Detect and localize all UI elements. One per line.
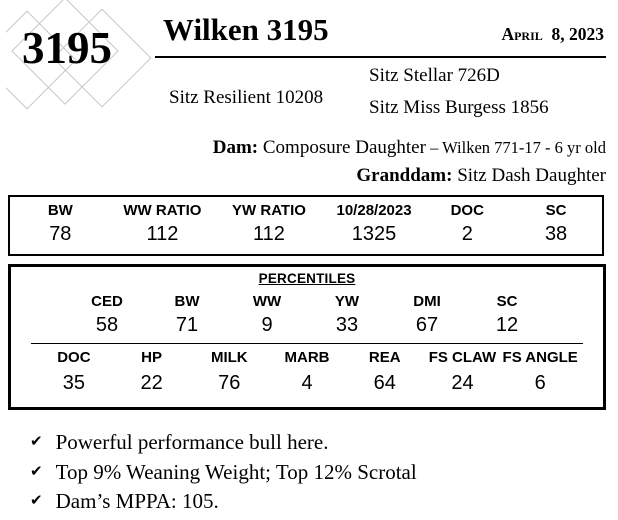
stat-value: 112	[146, 223, 179, 245]
stat-label: YW	[334, 293, 360, 310]
dam-label: Dam:	[212, 137, 259, 158]
stat-label: DOC	[450, 202, 484, 219]
title-row	[155, 10, 606, 58]
stat-value: 58	[95, 314, 119, 336]
granddam-name: Sitz Dash Daughter	[452, 165, 606, 186]
stat-value: 9	[261, 314, 273, 336]
page-title: Wilken 3195	[163, 12, 329, 47]
stat-label: BW	[47, 202, 73, 219]
pct-col-ww	[227, 293, 307, 337]
pedigree-block	[155, 64, 606, 120]
note-text: Dam’s MPPA: 105.	[55, 489, 219, 513]
pct-col-milk	[190, 349, 268, 395]
performance-box	[8, 195, 604, 256]
pct-col-hp	[113, 349, 191, 395]
lot-number: 3195	[22, 23, 112, 73]
pct-col-sc	[467, 293, 547, 337]
stat-label: MILK	[210, 349, 248, 366]
perf-col-sc	[510, 202, 602, 246]
stat-value: 33	[335, 314, 359, 336]
stat-label: CED	[91, 293, 123, 310]
check-icon: ✔	[30, 461, 43, 480]
stat-label: SC	[496, 293, 518, 310]
granddam-line	[155, 164, 606, 188]
pct-col-marb	[268, 349, 346, 395]
stat-label: DOC	[57, 349, 91, 366]
stat-label: BW	[174, 293, 200, 310]
note-item	[30, 429, 605, 459]
dam-line	[155, 136, 606, 160]
pct-col-fs-angle	[501, 349, 579, 395]
dam-name: Composure Daughter	[258, 137, 426, 158]
check-icon: ✔	[30, 491, 43, 509]
stat-label: DMI	[413, 293, 441, 310]
stat-value: 12	[495, 314, 519, 336]
stat-value: 6	[534, 372, 546, 394]
check-icon: ✔	[30, 432, 43, 450]
paternal-granddam: Sitz Miss Burgess 1856	[369, 97, 549, 118]
paternal-grandsire: Sitz Stellar 726D	[369, 65, 500, 86]
perf-col-weigh-date	[324, 202, 425, 246]
lot-badge	[6, 0, 158, 126]
stat-value: 64	[373, 372, 396, 394]
pct-col-dmi	[387, 293, 467, 337]
stat-value: 2	[461, 223, 473, 245]
pct-col-doc	[35, 349, 113, 395]
pct-col-rea	[346, 349, 424, 395]
header	[155, 10, 606, 188]
stat-label: REA	[368, 349, 401, 366]
stat-value: 71	[175, 314, 199, 336]
stat-value: 24	[451, 372, 474, 394]
stat-label: FS ANGLE	[502, 349, 578, 366]
stat-value: 22	[140, 372, 163, 394]
stat-label: SC	[545, 202, 567, 219]
stat-value: 78	[49, 223, 72, 245]
stat-label: YW RATIO	[232, 202, 306, 219]
note-text: Powerful performance bull here.	[55, 430, 329, 454]
sale-date: April 8, 2023	[501, 24, 604, 44]
pct-col-yw	[307, 293, 387, 337]
stat-value: 38	[544, 223, 568, 245]
stat-label: WW RATIO	[123, 202, 202, 219]
stat-value: 67	[415, 314, 439, 336]
note-item	[30, 459, 605, 489]
perf-col-ww-ratio	[111, 202, 215, 246]
note-item	[30, 488, 605, 518]
pct-col-ced	[67, 293, 147, 337]
stat-label: 10/28/2023	[336, 202, 412, 219]
stat-value: 76	[218, 372, 241, 394]
perf-col-yw-ratio	[214, 202, 324, 246]
stat-value: 112	[253, 223, 285, 245]
pct-col-fs-claw	[424, 349, 502, 395]
percentiles-heading: PERCENTILES	[258, 271, 356, 286]
stat-label: MARB	[284, 349, 330, 366]
granddam-label: Granddam:	[356, 165, 453, 186]
perf-col-bw	[10, 202, 111, 246]
stat-label: FS CLAW	[428, 349, 497, 366]
notes-list	[30, 429, 605, 518]
stat-value: 1325	[351, 223, 397, 245]
percentiles-row-2	[11, 349, 603, 395]
dam-detail: – Wilken 771-17 - 6 yr old	[425, 138, 606, 157]
perf-col-doc	[424, 202, 510, 246]
percentiles-box	[8, 264, 606, 410]
stat-value: 35	[62, 372, 85, 394]
stat-label: HP	[141, 349, 162, 366]
percentiles-row-1	[11, 293, 603, 337]
sire-name: Sitz Resilient 10208	[169, 87, 324, 108]
row-divider	[31, 343, 583, 344]
stat-value: 4	[301, 372, 313, 394]
performance-row	[10, 202, 602, 246]
stat-label: WW	[252, 293, 282, 310]
pct-col-bw	[147, 293, 227, 337]
grandparents	[369, 64, 549, 120]
note-text: Top 9% Weaning Weight; Top 12% Scrotal	[55, 459, 417, 484]
